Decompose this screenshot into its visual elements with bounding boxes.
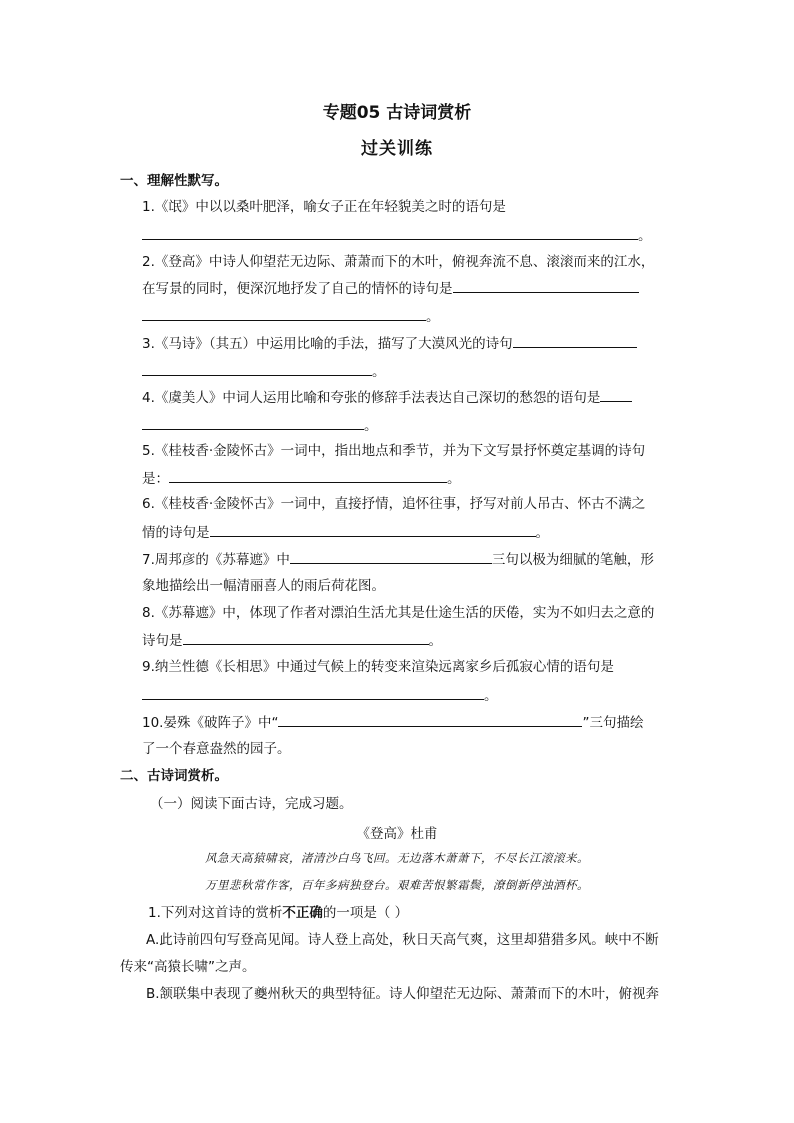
- q2-answer-line: 。: [142, 306, 440, 327]
- q2-text-1: 2.《登高》中诗人仰望茫无边际、萧萧而下的木叶，俯视奔流不息、滚滚而来的江水，: [142, 254, 655, 270]
- answer-blank[interactable]: [183, 630, 429, 645]
- q7-text-2: 象地描绘出一幅清丽喜人的雨后荷花图。: [142, 578, 385, 594]
- document-title: 专题05 古诗词赏析: [322, 103, 472, 123]
- document-subtitle: 过关训练: [361, 139, 433, 159]
- q5-text-2: 是： 。: [142, 468, 461, 489]
- q10-text-1: 10.晏殊《破阵子》中“ ”三句描绘: [142, 712, 643, 733]
- q6-text-1: 6.《桂枝香·金陵怀古》一词中，直接抒情，追怀往事，抒写对前人吊古、怀古不满之: [142, 496, 646, 512]
- q1-answer-line: 。: [142, 225, 652, 246]
- answer-blank[interactable]: [453, 278, 639, 293]
- poem-line-2: 万里悲秋常作客，百年多病独登台。艰难苦恨繁霜鬓，潦倒新停浊酒杯。: [205, 878, 589, 892]
- section1-heading: 一、理解性默写。: [120, 173, 228, 189]
- answer-blank[interactable]: [142, 415, 364, 430]
- answer-blank[interactable]: [142, 361, 372, 376]
- answer-blank[interactable]: [142, 306, 426, 321]
- answer-blank[interactable]: [513, 333, 637, 348]
- answer-blank[interactable]: [142, 225, 638, 240]
- q4-text: 4.《虞美人》中词人运用比喻和夸张的修辞手法表达自己深切的愁怨的语句是: [142, 387, 632, 408]
- q10-text-2: 了一个春意盎然的园子。: [142, 741, 291, 757]
- q4-answer-line: 。: [142, 415, 378, 436]
- q9-text: 9.纳兰性德《长相思》中通过气候上的转变来渲染远离家乡后孤寂心情的语句是: [142, 659, 614, 675]
- q6-text-2: 情的诗句是 。: [142, 522, 549, 543]
- option-a-line-1: A.此诗前四句写登高见闻。诗人登上高处，秋日天高气爽，这里却猎猎多风。峡中不断: [146, 932, 659, 948]
- poem-title: 《登高》杜甫: [356, 826, 438, 842]
- q5-text-1: 5.《桂枝香·金陵怀古》一词中，指出地点和季节，并为下文写景抒怀奠定基调的诗句: [142, 443, 646, 459]
- q8-text-2: 诗句是 。: [142, 630, 442, 651]
- answer-blank[interactable]: [210, 522, 536, 537]
- q9-answer-line: 。: [142, 685, 498, 706]
- answer-blank[interactable]: [278, 712, 582, 727]
- answer-blank[interactable]: [142, 685, 484, 700]
- q1-text: 1.《氓》中以以桑叶肥泽，喻女子正在年轻貌美之时的语句是: [142, 199, 506, 215]
- answer-blank[interactable]: [600, 387, 632, 402]
- q2-text-2: 在写景的同时，便深沉地抒发了自己的情怀的诗句是: [142, 278, 639, 299]
- emphasis-text: 不正确: [282, 905, 323, 921]
- q3-answer-line: 。: [142, 361, 386, 382]
- section2-intro: （一）阅读下面古诗，完成习题。: [150, 796, 353, 812]
- option-a-line-2: 传来“高猿长啸”之声。: [120, 959, 256, 975]
- poem-line-1: 风急天高猿啸哀，渚清沙白鸟飞回。无边落木萧萧下，不尽长江滚滚来。: [205, 851, 589, 865]
- answer-blank[interactable]: [169, 468, 447, 483]
- answer-blank[interactable]: [290, 549, 492, 564]
- q8-text-1: 8.《苏幕遮》中，体现了作者对漂泊生活尤其是仕途生活的厌倦，实为不如归去之意的: [142, 605, 655, 621]
- q7-text-1: 7.周邦彦的《苏幕遮》中 三句以极为细腻的笔触，形: [142, 549, 654, 570]
- section2-heading: 二、古诗词赏析。: [120, 768, 228, 784]
- s2-q1-text: 1.下列对这首诗的赏析不正确的一项是（ ）: [148, 905, 409, 921]
- option-b-line-1: B.颔联集中表现了夔州秋天的典型特征。诗人仰望茫无边际、萧萧而下的木叶，俯视奔: [146, 986, 660, 1002]
- q3-text: 3.《马诗》（其五）中运用比喻的手法，描写了大漠风光的诗句: [142, 333, 637, 354]
